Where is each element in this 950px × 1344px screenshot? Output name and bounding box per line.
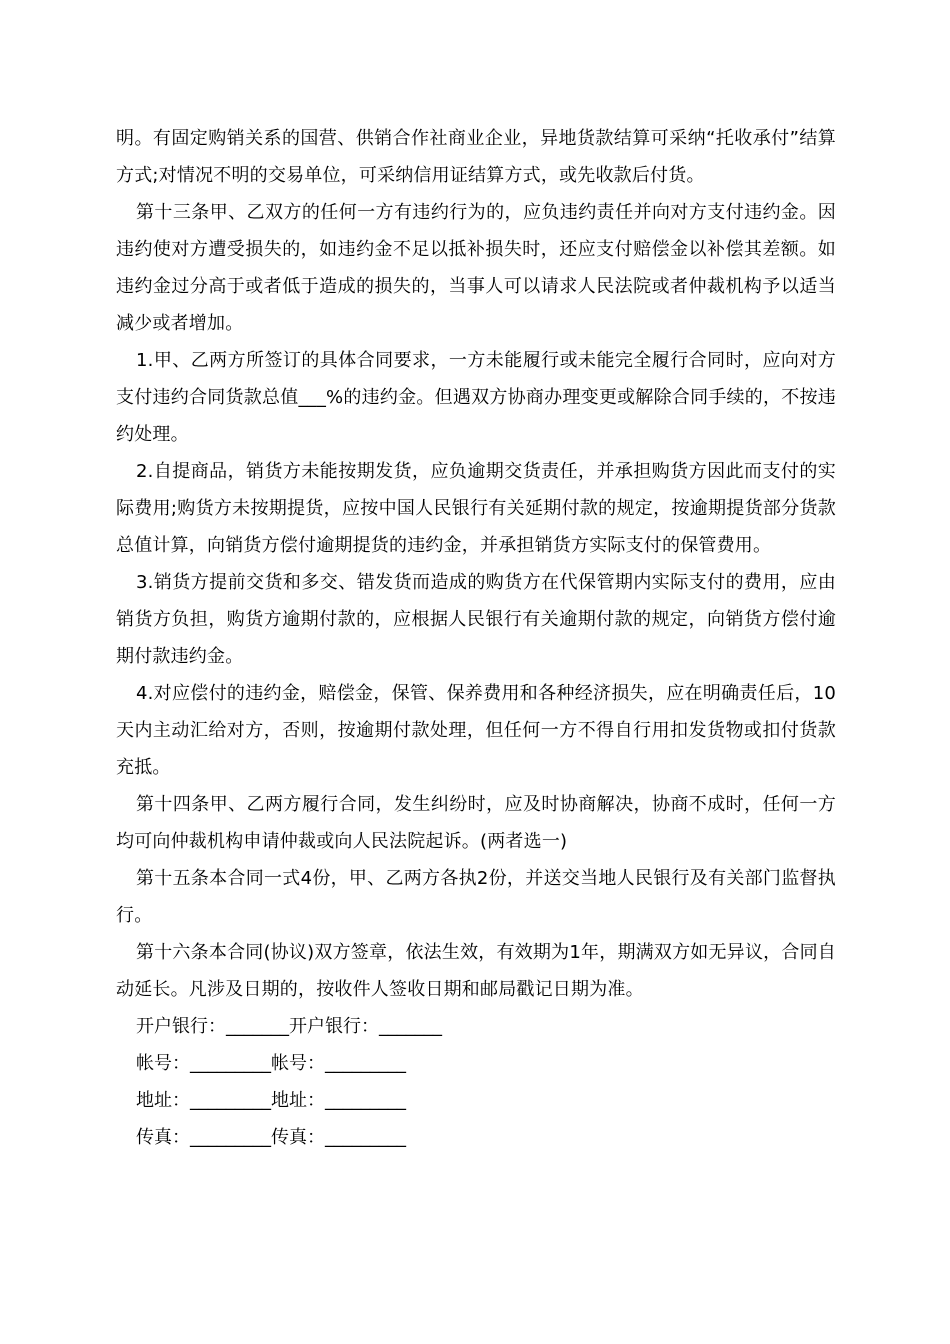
form-line-fax: 传真：_________传真：_________ [136, 1127, 406, 1148]
paragraph-article-13: 第十三条甲、乙双方的任何一方有违约行为的，应负违约责任并向对方支付违约金。因违约使对方遭受损失的，如违约金不足以抵补损失时，还应支付赔偿金以补偿其差额。如违约金过分高于或者低于造成的损失的，当事人可以请求人民法院或者仲裁机构予以适当减少或者增加。 [116, 202, 836, 334]
paragraph-clause-1: 1.甲、乙两方所签订的具体合同要求，一方未能履行或未能完全履行合同时，应向对方支付违约合同货款总值___%的违约金。但遇双方协商办理变更或解除合同手续的，不按违约处理。 [116, 350, 836, 445]
form-line-address: 地址：_________地址：_________ [136, 1090, 406, 1111]
form-line-bank: 开户银行：_______开户银行：_______ [136, 1016, 442, 1037]
paragraph-clause-3: 3.销货方提前交货和多交、错发货而造成的购货方在代保管期内实际支付的费用，应由销货方负担，购货方逾期付款的，应根据人民银行有关逾期付款的规定，向销货方偿付逾期付款违约金。 [116, 572, 836, 667]
paragraph-article-15: 第十五条本合同一式4份，甲、乙两方各执2份，并送交当地人民银行及有关部门监督执行。 [116, 868, 836, 926]
paragraph-article-16: 第十六条本合同(协议)双方签章，依法生效，有效期为1年，期满双方如无异议，合同自动延长。凡涉及日期的，按收件人签收日期和邮局戳记日期为准。 [116, 942, 836, 1000]
contract-body [116, 120, 836, 1156]
form-line-account: 帐号：_________帐号：_________ [136, 1053, 406, 1074]
paragraph-clause-2: 2.自提商品，销货方未能按期发货，应负逾期交货责任，并承担购货方因此而支付的实际费用;购货方未按期提货，应按中国人民银行有关延期付款的规定，按逾期提货部分货款总值计算，向销货方偿付逾期提货的违约金，并承担销货方实际支付的保管费用。 [116, 461, 836, 556]
paragraph-clause-4: 4.对应偿付的违约金，赔偿金，保管、保养费用和各种经济损失，应在明确责任后，10天内主动汇给对方，否则，按逾期付款处理，但任何一方不得自行用扣发货物或扣付货款充抵。 [116, 683, 836, 778]
paragraph-continuation: 明。有固定购销关系的国营、供销合作社商业企业，异地货款结算可采纳“托收承付”结算方式;对情况不明的交易单位，可采纳信用证结算方式，或先收款后付货。 [116, 128, 836, 186]
paragraph-article-14: 第十四条甲、乙两方履行合同，发生纠纷时，应及时协商解决，协商不成时，任何一方均可向仲裁机构申请仲裁或向人民法院起诉。(两者选一) [116, 794, 836, 852]
